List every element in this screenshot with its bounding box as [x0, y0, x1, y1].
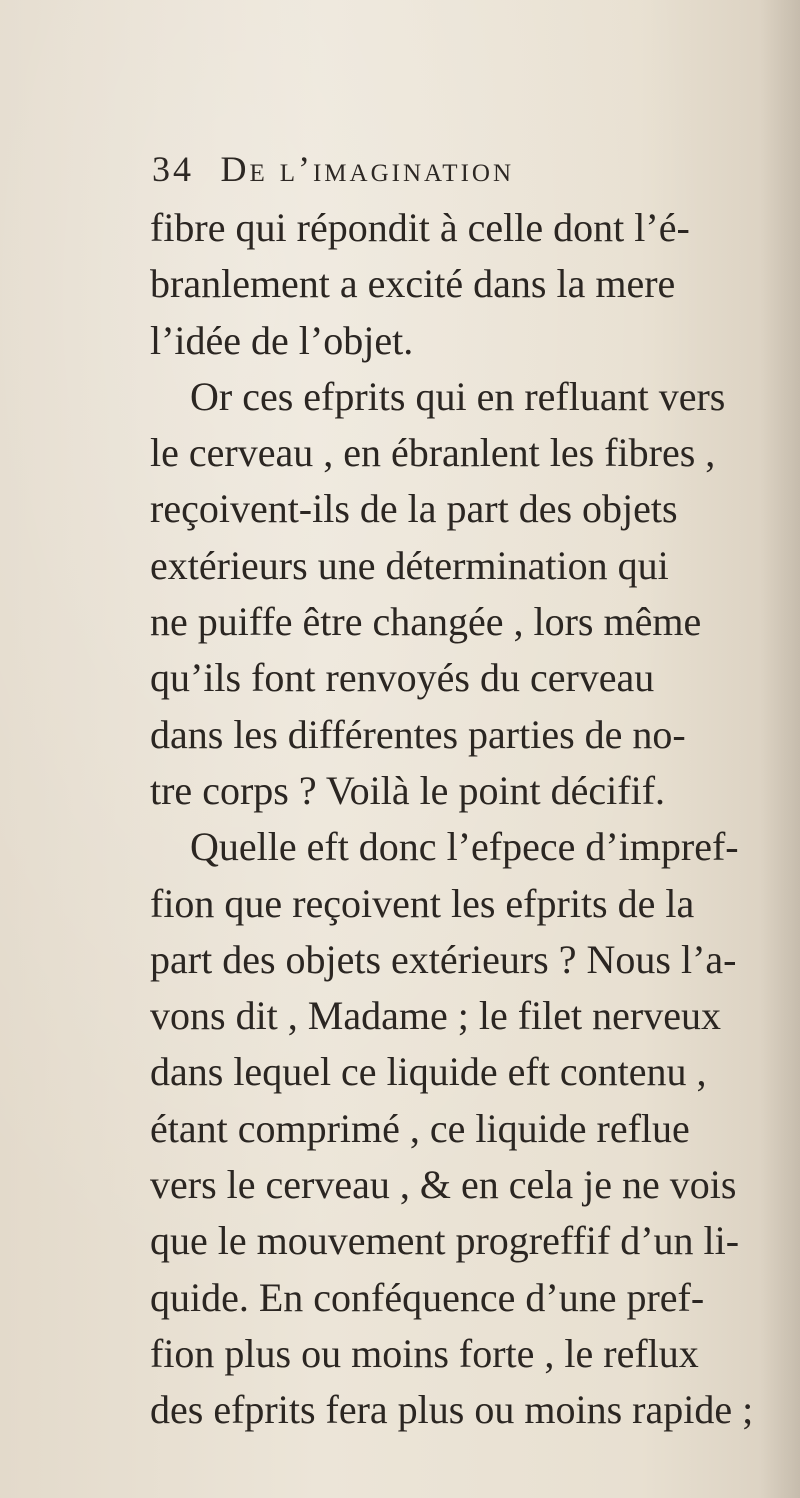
text-line: fion que reçoivent les efprits de la [150, 880, 695, 926]
text-line: dans lequel ce liquide eft contenu , [150, 1049, 707, 1095]
text-line: que le mouvement progreffif d’un li- [150, 1218, 740, 1264]
text-line: fibre qui répondit à celle dont l’é- [150, 205, 690, 250]
text-line: tre corps ? Voilà le point décifif. [150, 767, 666, 813]
text-line: quide. En conféquence d’une pref- [150, 1274, 705, 1320]
running-title: De l’imagination [220, 149, 515, 189]
text-line: fion plus ou moins forte , le reflux [150, 1330, 699, 1376]
text-line: des efprits fera plus ou moins rapide ; [150, 1387, 754, 1433]
text-line: branlement a excité dans la mere [150, 261, 676, 307]
body-text [150, 200, 780, 1439]
text-line: le cerveau , en ébranlent les fibres , [150, 430, 716, 476]
text-line: ne puiffe être changée , lors même [150, 599, 702, 645]
page-number: 34 [152, 149, 194, 189]
text-line: part des objets extérieurs ? Nous l’a- [150, 936, 737, 982]
text-line: extérieurs une détermination qui [150, 542, 669, 588]
text-line: reçoivent-ils de la part des objets [150, 486, 678, 532]
text-line: vons dit , Madame ; le filet nerveux [150, 993, 721, 1039]
text-line: l’idée de l’objet. [150, 317, 414, 363]
paragraph-start-line: Quelle eft donc l’efpece d’impref- [190, 824, 739, 870]
running-head [152, 148, 712, 192]
text-line: qu’ils font renvoyés du cerveau [150, 655, 655, 701]
text-line: étant comprimé , ce liquide reflue [150, 1105, 690, 1151]
paragraph-start-line: Or ces efprits qui en refluant vers [190, 373, 726, 419]
text-line: dans les différentes parties de no- [150, 711, 686, 757]
text-line: vers le cerveau , & en cela je ne vois [150, 1162, 737, 1208]
